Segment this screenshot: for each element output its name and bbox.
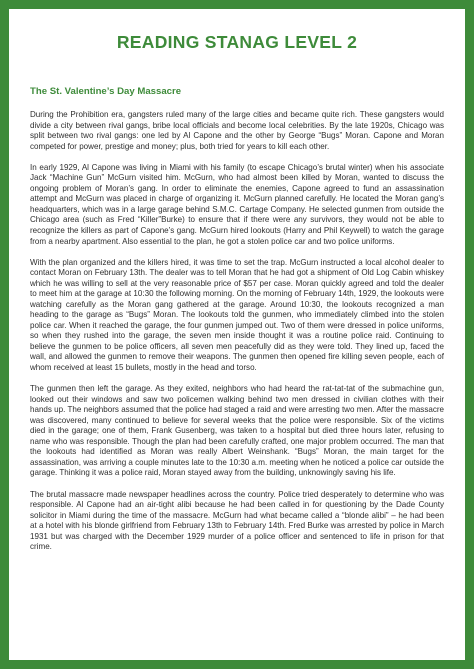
article-heading: The St. Valentine’s Day Massacre: [30, 86, 182, 97]
paragraph: With the plan organized and the killers hired, it was time to set the trap. McGurn instructed a local alcohol dealer to contact Moran on February 13th. The dealer was to tell Moran that he had got a shipment of Old Log Cabin whiskey which he was willing to sell at the very reasonable price of $57 per case. Moran quickly agreed and told the dealer to meet him at the garage at 10:30 the following morning. On the morning of February 14th, 1929, the lookouts were watching carefully as the Moran gang gathered at the garage. Around 10:30, the lookouts recognized a man heading to the garage as “Bugs” Moran. The lookouts told the gunmen, who immediately climbed into the stolen police car. When it reached the garage, the four gunmen jumped out. Two of them were dressed in police uniforms, so when they rushed into the garage, the seven men inside thought it was a routine police raid. Continuing to believe the gunmen to be police officers, all seven men peacefully did as they were told. They lined up, faced the wall, and allowed the gunmen to remove their weapons. The gunmen then opened fire killing seven people, each of whom received at least 15 bullets, mostly in the head and torso.: [30, 257, 444, 373]
article-body: [30, 110, 444, 563]
paragraph: In early 1929, Al Capone was living in Miami with his family (to escape Chicago’s brutal winter) when his associate Jack “Machine Gun” McGurn visited him. McGurn, who had almost been killed by Moran, wanted to discuss the ongoing problem of Moran’s gang. In order to eliminate the enemies, Capone agreed to fund an assassination attempt and McGurn was placed in charge of organizing it. McGurn planned carefully. He located the Moran gang’s headquarters, which was in a large garage behind S.M.C. Cartage Company. He selected gunmen from outside the Chicago area (such as Fred “Killer”Burke) to ensure that if there were any survivors, they would not be able to recognize the killers as part of Capone’s gang. McGurn hired lookouts (Harry and Phil Keywell) to watch the garage from a nearby apartment. Also essential to the plan, he got a stolen police car and two police uniforms.: [30, 162, 444, 246]
paragraph: During the Prohibition era, gangsters ruled many of the large cities and became quite rich. These gangsters would divide a city between rival gangs, bribe local officials and become local celebrities. By the late 1920s, Chicago was split between two rival gangs: one led by Al Capone and the other by George “Bugs” Moran. Capone and Moran competed for power, prestige and money; plus, both tried for years to kill each other.: [30, 110, 444, 151]
paragraph: The brutal massacre made newspaper headlines across the country. Police tried desperately to determine who was responsible. Al Capone had an air-tight alibi because he had been called in for questioning by the Dade County solicitor in Miami during the time of the massacre. McGurn had what became called a “blonde alibi” – he had been at a hotel with his blonde girlfriend from February 13th to February 14th. Fred Burke was arrested by police in March 1931 but was charged with the December 1929 murder of a police officer and sentenced to life in prison for that crime.: [30, 489, 444, 552]
page-title: READING STANAG LEVEL 2: [116, 32, 358, 52]
paragraph: The gunmen then left the garage. As they exited, neighbors who had heard the rat-tat-tat of the submachine gun, looked out their windows and saw two policemen walking behind two men dressed in civilian clothes with their hands up. The neighbors assumed that the police had staged a raid and were arresting two men. After the massacre was discovered, many continued to believe for several weeks that the police were responsible. Six of the victims died in the garage; one of them, Frank Gusenberg, was taken to a hospital but died three hours later, refusing to name who was responsible. Though the plan had been carefully crafted, one major problem occurred. The man that the lookouts had identified as Moran was really Albert Weinshank. “Bugs” Moran, the main target for the assassination, was arriving a couple minutes late to the 10:30 a.m. meeting when he noticed a police car outside the garage. Thinking it was a police raid, Moran stayed away from the building, unknowingly saving his life.: [30, 384, 444, 478]
